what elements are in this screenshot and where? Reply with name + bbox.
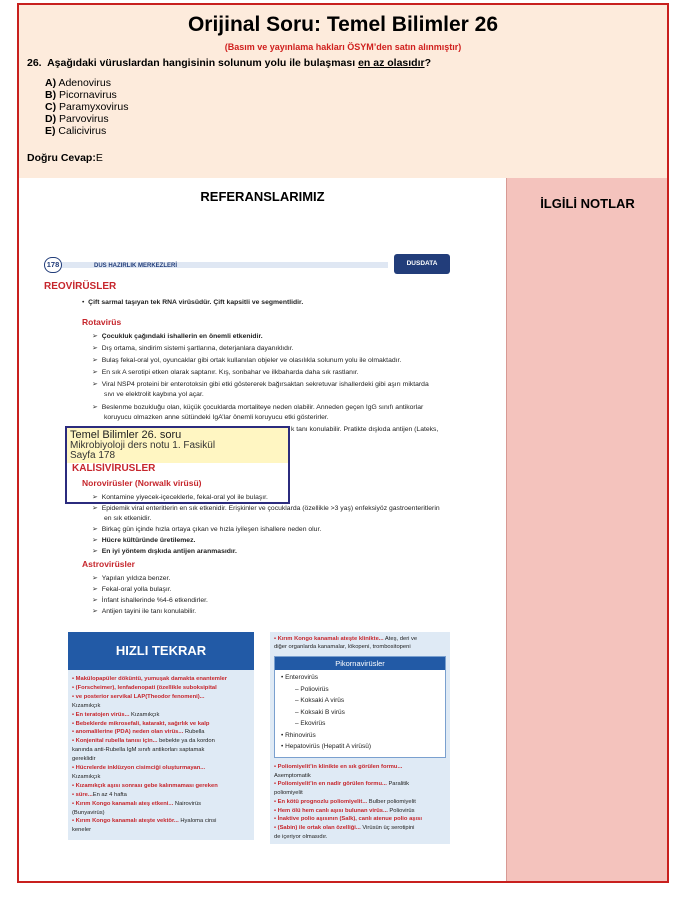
note-line-2: Mikrobiyoloji ders notu 1. Fasikül (70, 439, 216, 451)
bottom-divider (19, 881, 667, 883)
correct-answer: Doğru Cevap:E (27, 152, 103, 164)
picornavirus-item: – Koksaki A virüs (295, 697, 345, 704)
rota-line-6: sıvı ve elektrolit kaybına yol açar. (104, 391, 204, 398)
quick-review-line: • Hücrelerde inklüzyon cisimciği oluşturmayan... (72, 765, 206, 771)
review-bottom-line: • En kötü prognozlu poliomiyelit... Bulber poliomiyelit (274, 798, 416, 805)
dusdata-logo: DUSDATA (394, 254, 450, 274)
review-top-line: • Kırım Kongo kanamalı ateşte klinikte... Ateş, deri ve (274, 636, 418, 642)
review-right-panel (270, 632, 450, 844)
quick-review-line: gereklidir (72, 756, 96, 763)
quick-review-line: • anomalilerine (PDA) neden olan virüs... Rubella (72, 729, 205, 736)
rota-line-1: ➢ Çocukluk çağındaki ishallerin en önemli etkenidir. (92, 333, 263, 340)
review-bottom-line: • Poliomiyelit’in klinikte en sık görülen formu... (274, 764, 403, 770)
quick-review-line: keneler (72, 827, 92, 834)
picornavirus-item: • Enterovirüs (281, 674, 318, 681)
option-b[interactable]: B) Picornavirus (45, 89, 117, 101)
question-suffix: ? (424, 57, 432, 69)
quick-review-line: Kızamıkçık (72, 702, 101, 709)
noro-line-1: ➢ Kontamine yiyecek-içeceklerle, fekal-oral yol ile bulaşır. (92, 494, 268, 501)
notes-heading: İLGİLİ NOTLAR (540, 196, 635, 211)
quick-review-line: • Konjenital rubella tanısı için... bebekte ya da kordon (72, 738, 215, 745)
page-header-label: DUS HAZIRLIK MERKEZLERİ (94, 263, 177, 269)
review-bottom-line: poliomiyelit (274, 790, 303, 797)
rota-line-2: ➢ Dış ortama, sindirim sistemi şartlarına, deterjanlara dayanıklıdır. (92, 345, 294, 352)
notes-column (506, 178, 667, 881)
quick-review-line: • ve posterior servikal LAP(Theodor fenomeni)... (72, 693, 205, 700)
rota-line-9: k tanı konulabilir. Pratikte dışkıda antijen (Lateks, (291, 426, 439, 433)
astro-line-3: ➢ İnfant ishallerinde %4-6 etkendirler. (92, 597, 208, 604)
rota-line-5: ➢ Viral NSP4 proteini bir enterotoksin gibi etki göstererek bağırsaktan sekretuvar ishallerdeki gibi aşırı miktarda (92, 381, 429, 388)
noro-line-4: ➢ Birkaç gün içinde hızla ortaya çıkan ve hızla iyileşen ishallere neden olur. (92, 526, 322, 533)
review-bottom-line: • (Sabin) ile ortak olan özelliği... Virüsün üç serotipini (274, 824, 415, 831)
picornavirus-item: – Poliovirüs (295, 685, 329, 693)
picornavirus-item: • Rhinovirüs (281, 731, 316, 739)
rota-line-3: ➢ Bulaş fekal-oral yol, oyuncaklar gibi ortak kullanılan objeler ve olasılıkla solunum yolu ile olmaktadır. (92, 357, 402, 364)
quick-review-line: kanında anti-Rubella IgM sınıfı antikorları saptamak (72, 747, 205, 754)
noro-title: Norovirüsler (Norwalk virüsü) (82, 478, 202, 488)
astro-line-2: ➢ Fekal-oral yolla bulaşır. (92, 586, 172, 593)
astro-line-1: ➢ Yapıları yıldıza benzer. (92, 575, 171, 582)
review-bottom-line: • İnaktive polio aşısının (Salk), canlı atenue polio aşısı (274, 816, 422, 823)
answer-options (45, 77, 128, 137)
picornavirus-item: – Koksaki B virüs (295, 708, 345, 716)
quick-review-title: HIZLI TEKRAR (68, 632, 254, 670)
question-panel (19, 5, 667, 178)
quick-review-line: • Kırım Kongo kanamalı ateş etkeni... Nairovirüs (72, 800, 201, 807)
question-emphasis: en az olasıdır (358, 57, 425, 69)
quick-review-line: Kızamıkçık (72, 773, 101, 780)
noro-line-6: ➢ En iyi yöntem dışkıda antijen aranmasıdır. (92, 548, 237, 555)
page-title: Orijinal Soru: Temel Bilimler 26 (187, 13, 499, 36)
question-stem: Aşağıdaki vüruslardan hangisinin solunum yolu ile bulaşması (47, 57, 356, 69)
note-line-3: Sayfa 178 (70, 450, 116, 461)
calici-title: KALİSİVİRÜSLER (72, 463, 156, 474)
review-bottom-line: • Hem ölü hem canlı aşısı bulunan virüs... Poliovirüs (274, 807, 415, 814)
review-bottom-line: Asemptomatik (274, 772, 311, 779)
picornavirus-box (274, 656, 446, 758)
noro-line-5: ➢ Hücre kültüründe üretilemez. (92, 537, 196, 544)
note-line-1: Temel Bilimler 26. soru (70, 429, 182, 441)
question-text (27, 57, 431, 69)
page-number: 178 (44, 257, 62, 273)
copyright-note: (Basım ve yayınlama hakları ÖSYM’den satın alınmıştır) (224, 42, 462, 52)
review-bottom-line: • Poliomiyelit’in en nadir görülen formu... Paralitik (274, 781, 410, 788)
option-c[interactable]: C) Paramyxovirus (45, 101, 129, 113)
review-top-line: diğer organlarda kanamalar, lökopeni, trombositopeni (274, 644, 411, 650)
option-d[interactable]: D) Parvovirus (45, 113, 109, 125)
references-heading: REFERANSLARIMIZ (200, 189, 325, 204)
quick-review-line: • Kızamıkçık aşısı sonrası gebe kalınmaması gereken (72, 782, 218, 789)
astro-line-4: ➢ Antijen tayini ile tanı konulabilir. (92, 608, 197, 615)
quick-review-line: • Makülopapüler döküntü, yumuşak damakta enantemler (72, 676, 228, 682)
rota-title: Rotavirüs (82, 317, 122, 327)
reo-bullet: • Çift sarmal taşıyan tek RNA virüsüdür. Çift kapsitli ve segmentlidir. (82, 299, 304, 306)
reference-note-box (65, 426, 290, 504)
rota-line-4: ➢ En sık A serotipi etken olarak saptanır. Kış, sonbahar ve ilkbaharda daha sık rastlanır. (92, 369, 359, 376)
noro-line-2: ➢ Epidemik viral enteritlerin en sık etkenidir. Erişkinler ve çocuklarda (özellikle >3 yaş) enfeksiyöz gastroenteritlerin (92, 505, 440, 512)
rota-line-8: koruyucu olmazken anne sütündeki IgA’lar önemli koruyucu etki gösterirler. (104, 414, 329, 421)
picornavirus-item: – Ekovirüs (295, 720, 326, 727)
quick-review-line: • süre...En az 4 hafta (72, 791, 127, 798)
quick-review-line: • (Forscheimer), lenfadenopati (özellikle suboksipital (72, 684, 217, 691)
rota-line-7: ➢ Beslenme bozukluğu olan, küçük çocuklarda mortaliteye neden olabilir. Anneden geçen IgG sınıfı antikorlar (92, 404, 424, 411)
quick-review-line: • En teratojen virüs... Kızamıkçık (72, 711, 160, 718)
picornavirus-item: • Hepatovirüs (Hepatit A virüsü) (281, 743, 372, 750)
quick-review-line: (Bunyavirüs) (72, 809, 105, 816)
option-a[interactable]: A) Adenovirus (45, 77, 111, 89)
question-number: 26. (27, 57, 42, 69)
reo-title: REOVİRÜSLER (44, 281, 117, 292)
quick-review-line: • Kırım Kongo kanamalı ateşte vektör... Hyaloma cinsi (72, 818, 217, 825)
reference-note (67, 428, 288, 463)
astro-title: Astrovirüsler (82, 559, 135, 569)
quick-review-panel (68, 632, 254, 840)
noro-line-3: en sık etkenidir. (104, 515, 152, 522)
option-e[interactable]: E) Calicivirus (45, 125, 107, 137)
quick-review-line: • Bebeklerde mikrosefali, katarakt, sağırlık ve kalp (72, 720, 210, 727)
review-bottom-line: de içeriyor olmasıdır. (274, 833, 328, 840)
picornavirus-title: Pikornavirüsler (275, 657, 445, 670)
